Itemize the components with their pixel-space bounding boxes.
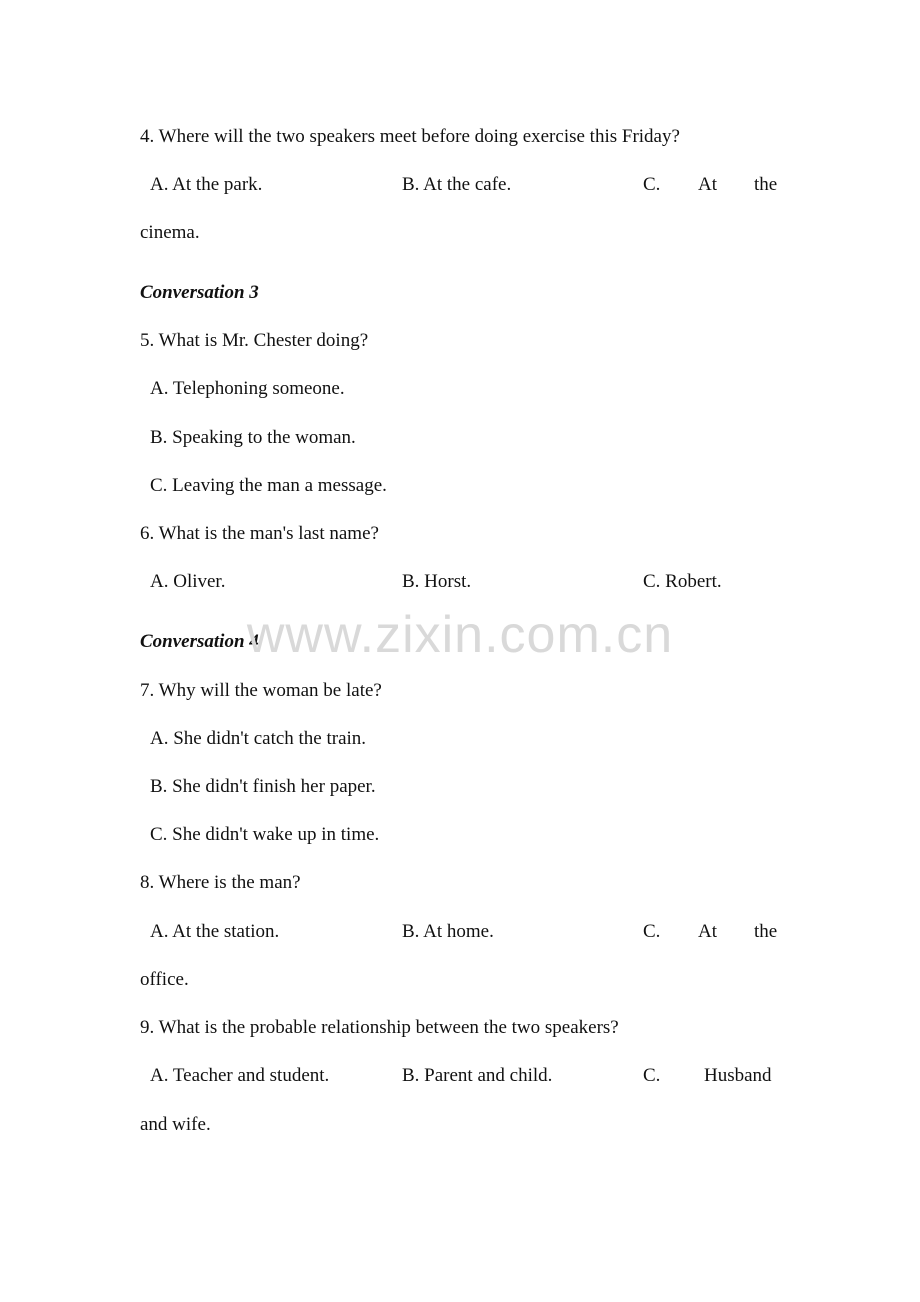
option-c-word: At	[698, 921, 717, 942]
option-c-letter: C.	[643, 174, 661, 195]
option-c-text: office.	[140, 969, 189, 990]
option-b: B. Parent and child.	[402, 1065, 553, 1086]
option-a: A. At the park.	[150, 174, 263, 195]
option-a: A. Teacher and student.	[150, 1065, 330, 1086]
question-7-option-c	[0, 821, 920, 849]
question-6-options	[0, 568, 920, 596]
conversation-3-heading	[0, 279, 920, 307]
question-7-option-b	[0, 773, 920, 801]
option-b: B. At home.	[402, 921, 494, 942]
option-a: A. Oliver.	[150, 571, 226, 592]
option-c: C. Robert.	[643, 571, 722, 592]
option-c: C. Leaving the man a message.	[150, 475, 387, 496]
question-6	[0, 520, 920, 548]
option-a: A. Telephoning someone.	[150, 378, 345, 399]
question-text: 6. What is the man's last name?	[140, 523, 379, 544]
question-8	[0, 869, 920, 897]
option-a: A. At the station.	[150, 921, 280, 942]
option-b: B. At the cafe.	[402, 174, 512, 195]
question-5-option-c	[0, 472, 920, 500]
section-heading: Conversation 3	[140, 282, 259, 303]
question-5	[0, 327, 920, 355]
option-c-continuation	[0, 966, 920, 994]
option-c: C. She didn't wake up in time.	[150, 824, 380, 845]
question-9-options	[0, 1062, 920, 1090]
option-c-text: cinema.	[140, 222, 200, 243]
question-5-option-b	[0, 424, 920, 452]
question-5-option-a	[0, 375, 920, 403]
option-a: A. She didn't catch the train.	[150, 728, 367, 749]
option-c-text: and wife.	[140, 1114, 211, 1135]
question-9	[0, 1014, 920, 1042]
question-text: 5. What is Mr. Chester doing?	[140, 330, 369, 351]
question-8-options	[0, 918, 920, 946]
option-c-letter: C.	[643, 1065, 661, 1086]
question-4	[0, 123, 920, 151]
question-text: 4. Where will the two speakers meet before doing exercise this Friday?	[140, 126, 680, 147]
option-c-word: the	[754, 921, 778, 942]
question-7	[0, 677, 920, 705]
question-text: 8. Where is the man?	[140, 872, 301, 893]
watermark: www.zixin.com.cn	[246, 606, 674, 664]
option-b: B. Speaking to the woman.	[150, 427, 356, 448]
option-c-word: Husband	[704, 1065, 772, 1086]
option-b: B. Horst.	[402, 571, 472, 592]
question-text: 9. What is the probable relationship between the two speakers?	[140, 1017, 619, 1038]
option-c-letter: C.	[643, 921, 661, 942]
option-c-word: the	[754, 174, 778, 195]
question-4-options	[0, 171, 920, 199]
section-heading: Conversation 4	[140, 631, 259, 652]
question-7-option-a	[0, 725, 920, 753]
question-text: 7. Why will the woman be late?	[140, 680, 382, 701]
option-c-word: At	[698, 174, 717, 195]
option-c-continuation	[0, 219, 920, 247]
option-b: B. She didn't finish her paper.	[150, 776, 376, 797]
option-c-continuation	[0, 1111, 920, 1139]
